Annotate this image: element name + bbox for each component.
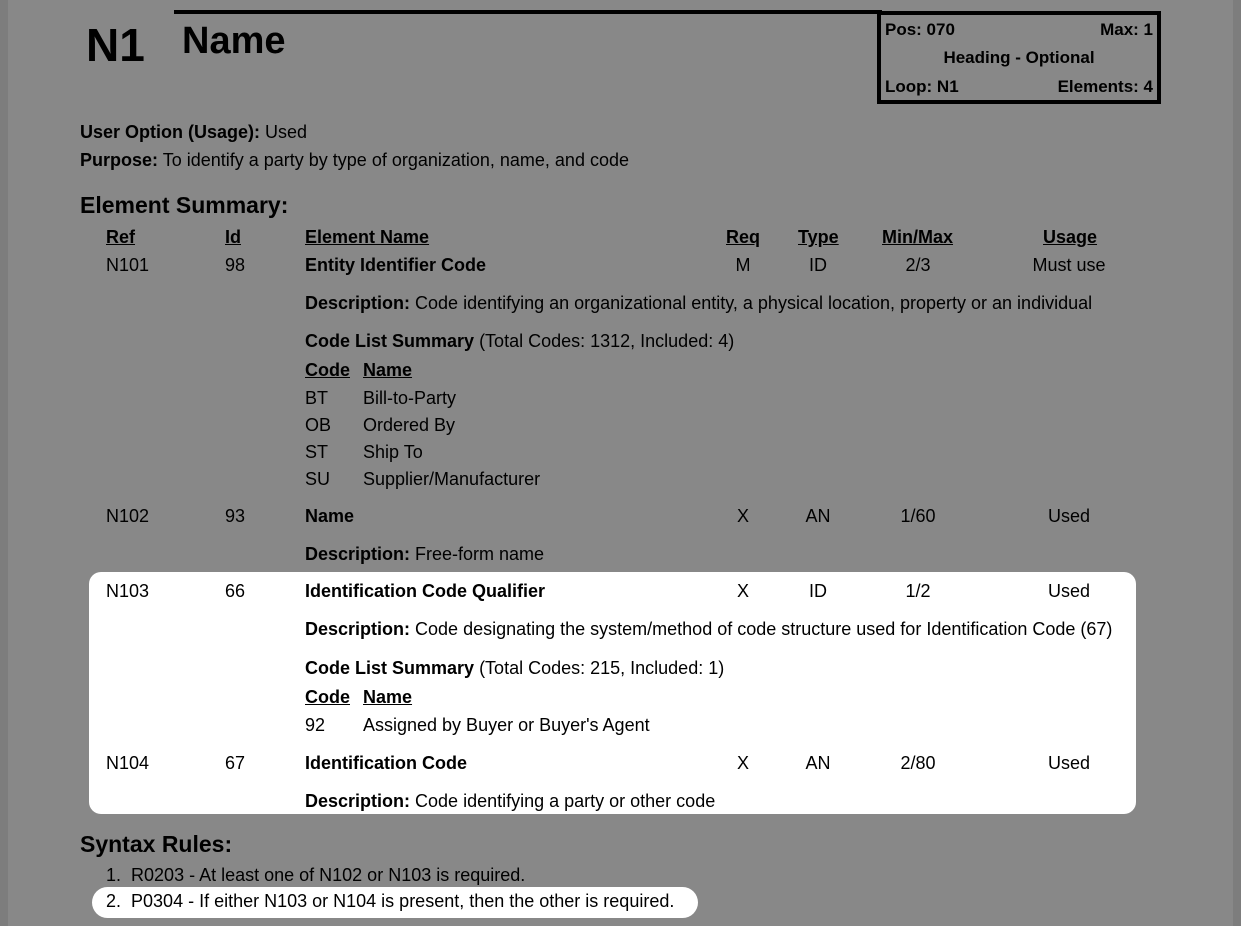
row-req: X	[736, 753, 749, 773]
usage-line	[80, 122, 307, 143]
syntax-rule-2: 2. P0304 - If either N103 or N104 is present, then the other is required.	[106, 891, 675, 911]
code-item-code: 92	[305, 715, 326, 735]
col-header-element-name: Element Name	[305, 227, 430, 247]
info-max: Max: 1	[1100, 20, 1153, 39]
code-list-summary: Code List Summary (Total Codes: 215, Included: 1)	[305, 658, 725, 678]
document-page	[8, 0, 1233, 926]
row-usage: Used	[1047, 581, 1091, 601]
info-heading: Heading - Optional	[943, 48, 1095, 67]
row-ref: N104	[106, 753, 150, 773]
row-usage: Used	[1047, 506, 1091, 526]
row-description: Description: Code identifying a party or other code	[305, 791, 716, 811]
highlight-n103-n104	[89, 572, 1136, 814]
row-element-name: Name	[305, 506, 355, 526]
segment-id: N1	[86, 19, 145, 71]
info-pos: Pos: 070	[885, 20, 955, 39]
row-element-name: Identification Code	[305, 753, 467, 773]
row-id: 66	[225, 581, 246, 601]
code-item-code: OB	[305, 415, 332, 435]
purpose-line	[80, 150, 629, 171]
info-elements: Elements: 4	[1057, 77, 1153, 96]
code-list-summary: Code List Summary (Total Codes: 1312, Included: 4)	[305, 331, 735, 351]
row-ref: N101	[106, 255, 150, 275]
row-req: X	[736, 581, 749, 601]
purpose-value: To identify a party by type of organization, name, and code	[162, 150, 629, 170]
row-id: 98	[225, 255, 246, 275]
col-header-usage: Usage	[1043, 227, 1098, 247]
row-type: AN	[805, 753, 831, 773]
code-item-code: SU	[305, 469, 331, 489]
row-element-name: Entity Identifier Code	[305, 255, 487, 275]
row-id: 67	[225, 753, 246, 773]
row-id: 93	[225, 506, 246, 526]
row-ref: N102	[106, 506, 150, 526]
code-item-name: Ordered By	[363, 415, 456, 435]
code-item-name: Supplier/Manufacturer	[363, 469, 541, 489]
col-header-req: Req	[726, 227, 761, 247]
code-list-header-name: Name	[363, 687, 413, 707]
row-req: X	[736, 506, 749, 526]
row-description: Description: Free-form name	[305, 544, 545, 564]
row-type: ID	[809, 581, 827, 601]
syntax-rule-1: 1. R0203 - At least one of N102 or N103 is required.	[106, 865, 526, 885]
code-item-code: ST	[305, 442, 329, 462]
element-summary-title: Element Summary:	[80, 192, 289, 218]
row-usage: Used	[1047, 753, 1091, 773]
syntax-rules-title: Syntax Rules:	[80, 831, 233, 857]
usage-value: Used	[265, 122, 308, 142]
segment-name: Name	[182, 20, 286, 62]
code-list-header-code: Code	[305, 360, 350, 380]
row-type: AN	[805, 506, 831, 526]
header-rule	[174, 10, 882, 14]
col-header-type: Type	[798, 227, 839, 247]
code-item-name: Ship To	[363, 442, 423, 462]
row-description: Description: Code identifying an organizational entity, a physical location, property or an individual	[305, 293, 1093, 313]
purpose-label: Purpose:	[80, 150, 159, 170]
code-list-header-code: Code	[305, 687, 350, 707]
col-header-ref: Ref	[106, 227, 136, 247]
row-type: ID	[809, 255, 827, 275]
row-minmax: 1/2	[905, 581, 931, 601]
code-item-name: Assigned by Buyer or Buyer's Agent	[363, 715, 650, 735]
col-header-id: Id	[225, 227, 241, 247]
row-ref: N103	[106, 581, 150, 601]
row-element-name: Identification Code Qualifier	[305, 581, 546, 601]
segment-info-box	[877, 11, 1161, 104]
row-usage: Must use	[1032, 255, 1106, 275]
code-item-name: Bill-to-Party	[363, 388, 457, 408]
row-minmax: 2/3	[905, 255, 931, 275]
row-minmax: 1/60	[900, 506, 936, 526]
row-req: M	[735, 255, 751, 275]
row-minmax: 2/80	[900, 753, 936, 773]
col-header-minmax: Min/Max	[882, 227, 954, 247]
code-list-header-name: Name	[363, 360, 413, 380]
info-loop: Loop: N1	[885, 77, 959, 96]
usage-label: User Option (Usage):	[80, 122, 261, 142]
row-description: Description: Code designating the system/method of code structure used for Identification Code (67)	[305, 619, 1113, 639]
code-item-code: BT	[305, 388, 329, 408]
